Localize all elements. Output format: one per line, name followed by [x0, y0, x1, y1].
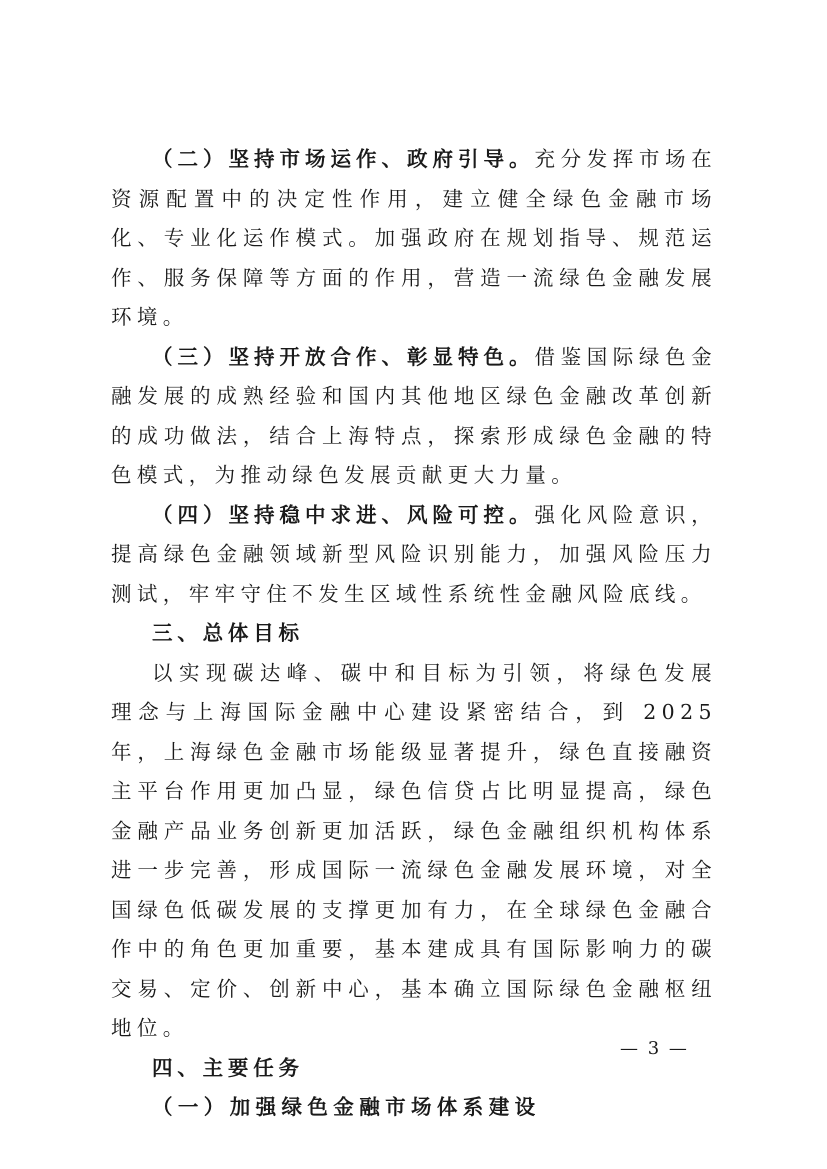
section-heading-overall-goals: 三、总体目标	[152, 621, 304, 645]
principle-body-2: 充分发挥市场在资源配置中的决定性作用，建立健全绿色金融市场化、专业化运作模式。加强政府在规划指导、规范运作、服务保障等方面的作用，营造一流绿色金融发展环境。	[111, 147, 717, 329]
principle-paragraph-2	[111, 140, 717, 338]
principle-body-4: 强化风险意识，提高绿色金融领域新型风险识别能力，加强风险压力测试，牢牢守住不发生区域性系统性金融风险底线。	[111, 502, 717, 606]
page-number: — 3 —	[620, 1038, 689, 1059]
principle-paragraph-3	[111, 338, 717, 496]
subsection-heading-market-system: （一）加强绿色金融市场体系建设	[152, 1095, 541, 1119]
overall-goals-paragraph: 以实现碳达峰、碳中和目标为引领，将绿色发展理念与上海国际金融中心建设紧密结合，到 2025 年，上海绿色金融市场能级显著提升，绿色直接融资主平台作用更加凸显，绿色信贷占比明显提高，绿色金融产品业务创新更加活跃，绿色金融组织机构体系进一步完善，形成国际一流绿色金融发展环境，对全国绿色低碳发展的支撑更加有力，在全球绿色金融合作中的角色更加重要，基本建成具有国际影响力的碳交易、定价、创新中心，基本确立国际绿色金融枢纽地位。	[111, 660, 717, 1040]
principle-lead-4: （四）坚持稳中求进、风险可控。	[152, 502, 535, 527]
principle-lead-2: （二）坚持市场运作、政府引导。	[152, 147, 535, 171]
document-body	[111, 140, 717, 1128]
principle-lead-3: （三）坚持开放合作、彰显特色。	[152, 344, 535, 369]
principle-paragraph-4	[111, 496, 717, 615]
principle-body-3: 借鉴国际绿色金融发展的成熟经验和国内其他地区绿色金融改革创新的成功做法，结合上海特点，探索形成绿色金融的特色模式，为推动绿色发展贡献更大力量。	[111, 344, 717, 487]
section-heading-main-tasks: 四、主要任务	[152, 1055, 304, 1080]
